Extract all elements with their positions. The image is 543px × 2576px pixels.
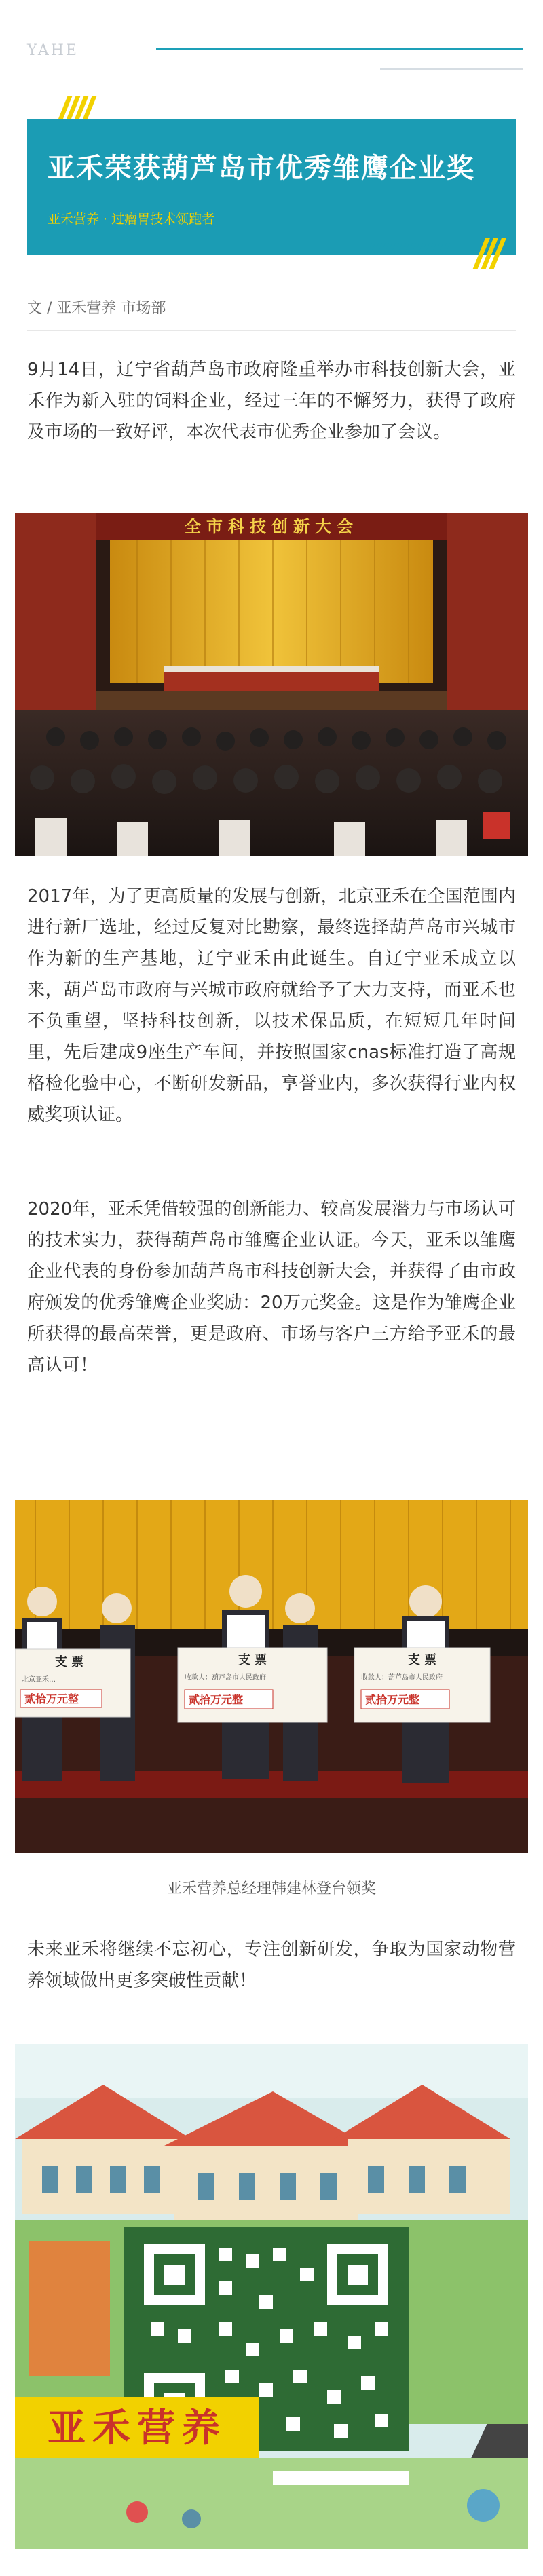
paragraph-2: 2017年，为了更高质量的发展与创新，北京亚禾在全国范围内进行新厂选址，经过反复对比勘察，最终选择葫芦岛市兴城市作为新的生产基地，辽宁亚禾由此诞生。自辽宁亚禾成立以来，葫芦岛市政府与兴城市政府就给予了大力支持，而亚禾也不负重望，坚持科技创新，以技术保品质，在短短几年时间里，先后建成9座生产车间，并按照国家cnas标准打造了高规格检化验中心，不断研发新品，享誉业内，多次获得行业内权威奖项认证。 <box>27 886 516 1125</box>
paragraph-3: 2020年，亚禾凭借较强的创新能力、较高发展潜力与市场认可的技术实力，获得葫芦岛市雏鹰企业认证。今天，亚禾以雏鹰企业代表的身份参加葫芦岛市科技创新大会，并获得了由市政府颁发的优秀雏鹰企业奖励：20万元奖金。这是作为雏鹰企业所获得的最高荣誉，更是政府、市场与客户三方给予亚禾的最高认可！ <box>27 1199 516 1376</box>
cheque-2 <box>178 1648 327 1722</box>
brand-wordmark: YAHE <box>27 42 79 59</box>
header-rule <box>156 48 523 50</box>
award-photo <box>15 1500 528 1853</box>
conference-photo <box>15 513 528 856</box>
banner-stripes-corner <box>475 238 506 269</box>
qr-poster <box>15 2044 528 2549</box>
cheque-1-amount: 贰拾万元整 <box>24 1692 79 1705</box>
conference-banner-text: 全市科技创新大会 <box>185 517 358 536</box>
cheque-3 <box>354 1648 490 1722</box>
article-title: 亚禾荣获葫芦岛市优秀雏鹰企业奖 <box>48 153 475 184</box>
cheque-1-payee: 北京亚禾… <box>22 1676 56 1684</box>
cheque-3-payee: 收款人：葫芦岛市人民政府 <box>361 1674 443 1682</box>
cheque-3-head: 支 票 <box>407 1653 437 1667</box>
cheque-1 <box>15 1649 130 1717</box>
byline: 文 / 亚禾营养 市场部 <box>27 300 166 317</box>
cheque-2-amount: 贰拾万元整 <box>189 1693 244 1706</box>
paragraph-4: 未来亚禾将继续不忘初心，专注创新研发，争取为国家动物营养领域做出更多突破性贡献！ <box>27 1939 516 1991</box>
photo-caption: 亚禾营养总经理韩建林登台领奖 <box>166 1880 376 1897</box>
banner-stripes-bottom <box>367 243 475 255</box>
cheque-3-amount: 贰拾万元整 <box>365 1693 420 1706</box>
divider <box>27 330 516 331</box>
poster-brand-text: 亚禾营养 <box>48 2406 227 2450</box>
cheque-2-payee: 收款人：葫芦岛市人民政府 <box>185 1674 266 1682</box>
cheque-2-head: 支 票 <box>238 1653 267 1667</box>
title-banner <box>27 119 516 255</box>
cheque-1-head: 支 票 <box>54 1655 84 1669</box>
header-rule-light <box>380 68 523 70</box>
article-subtitle: 亚禾营养 · 过瘤胃技术领跑者 <box>48 212 215 227</box>
paragraph-1: 9月14日，辽宁省葫芦岛市政府隆重举办市科技创新大会，亚禾作为新入驻的饲料企业，经过三年的不懈努力，获得了政府及市场的一致好评，本次代表市优秀企业参加了会议。 <box>27 360 516 442</box>
